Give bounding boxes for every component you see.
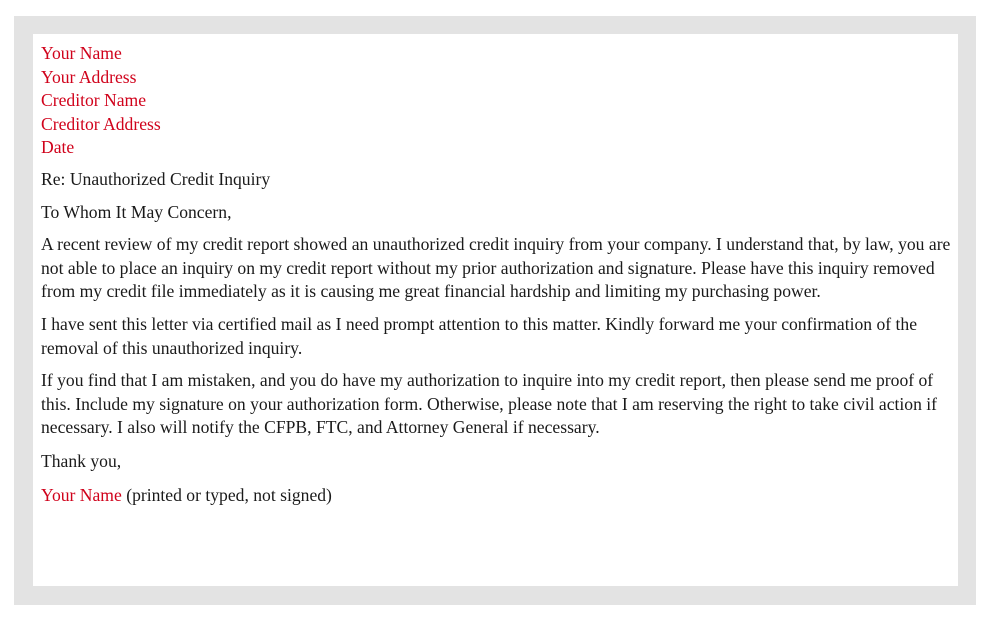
closing: Thank you, — [41, 450, 122, 471]
salutation: To Whom It May Concern, — [41, 201, 232, 222]
letter-paper — [33, 34, 958, 586]
letter-date: Date — [41, 137, 75, 158]
paragraph-3: If you find that I am mistaken, and you do have my authorization to inquire into my credit report, then please send me proof of this. Include my signature on your authorization form. Otherwise, please note that I am reserving the right to take civil action if necessary. I also will notify the CFPB, FTC, and Attorney General if necessary. — [41, 370, 938, 438]
paragraph-2: I have sent this letter via certified mail as I need prompt attention to this matter. Kindly forward me your confirmation of the removal of this unauthorized inquiry. — [41, 313, 918, 358]
paragraph-1: A recent review of my credit report showed an unauthorized credit inquiry from your company. I understand that, by law, you are not able to place an inquiry on my credit report without my prior authorization and signature. Please have this inquiry removed from my credit file immediately as it is causing me great financial hardship and limiting my purchasing power. — [41, 234, 951, 302]
address-block — [41, 42, 953, 160]
signature-note: (printed or typed, not signed) — [121, 484, 332, 505]
signature-line — [41, 484, 953, 508]
sender-address: Your Address — [41, 66, 137, 87]
creditor-name: Creditor Name — [41, 90, 147, 111]
letter-body — [41, 42, 953, 507]
creditor-address: Creditor Address — [41, 113, 161, 134]
sender-name: Your Name — [41, 43, 122, 63]
signature-name: Your Name — [41, 484, 122, 505]
letter-frame — [14, 16, 976, 605]
subject-line: Re: Unauthorized Credit Inquiry — [41, 168, 271, 189]
